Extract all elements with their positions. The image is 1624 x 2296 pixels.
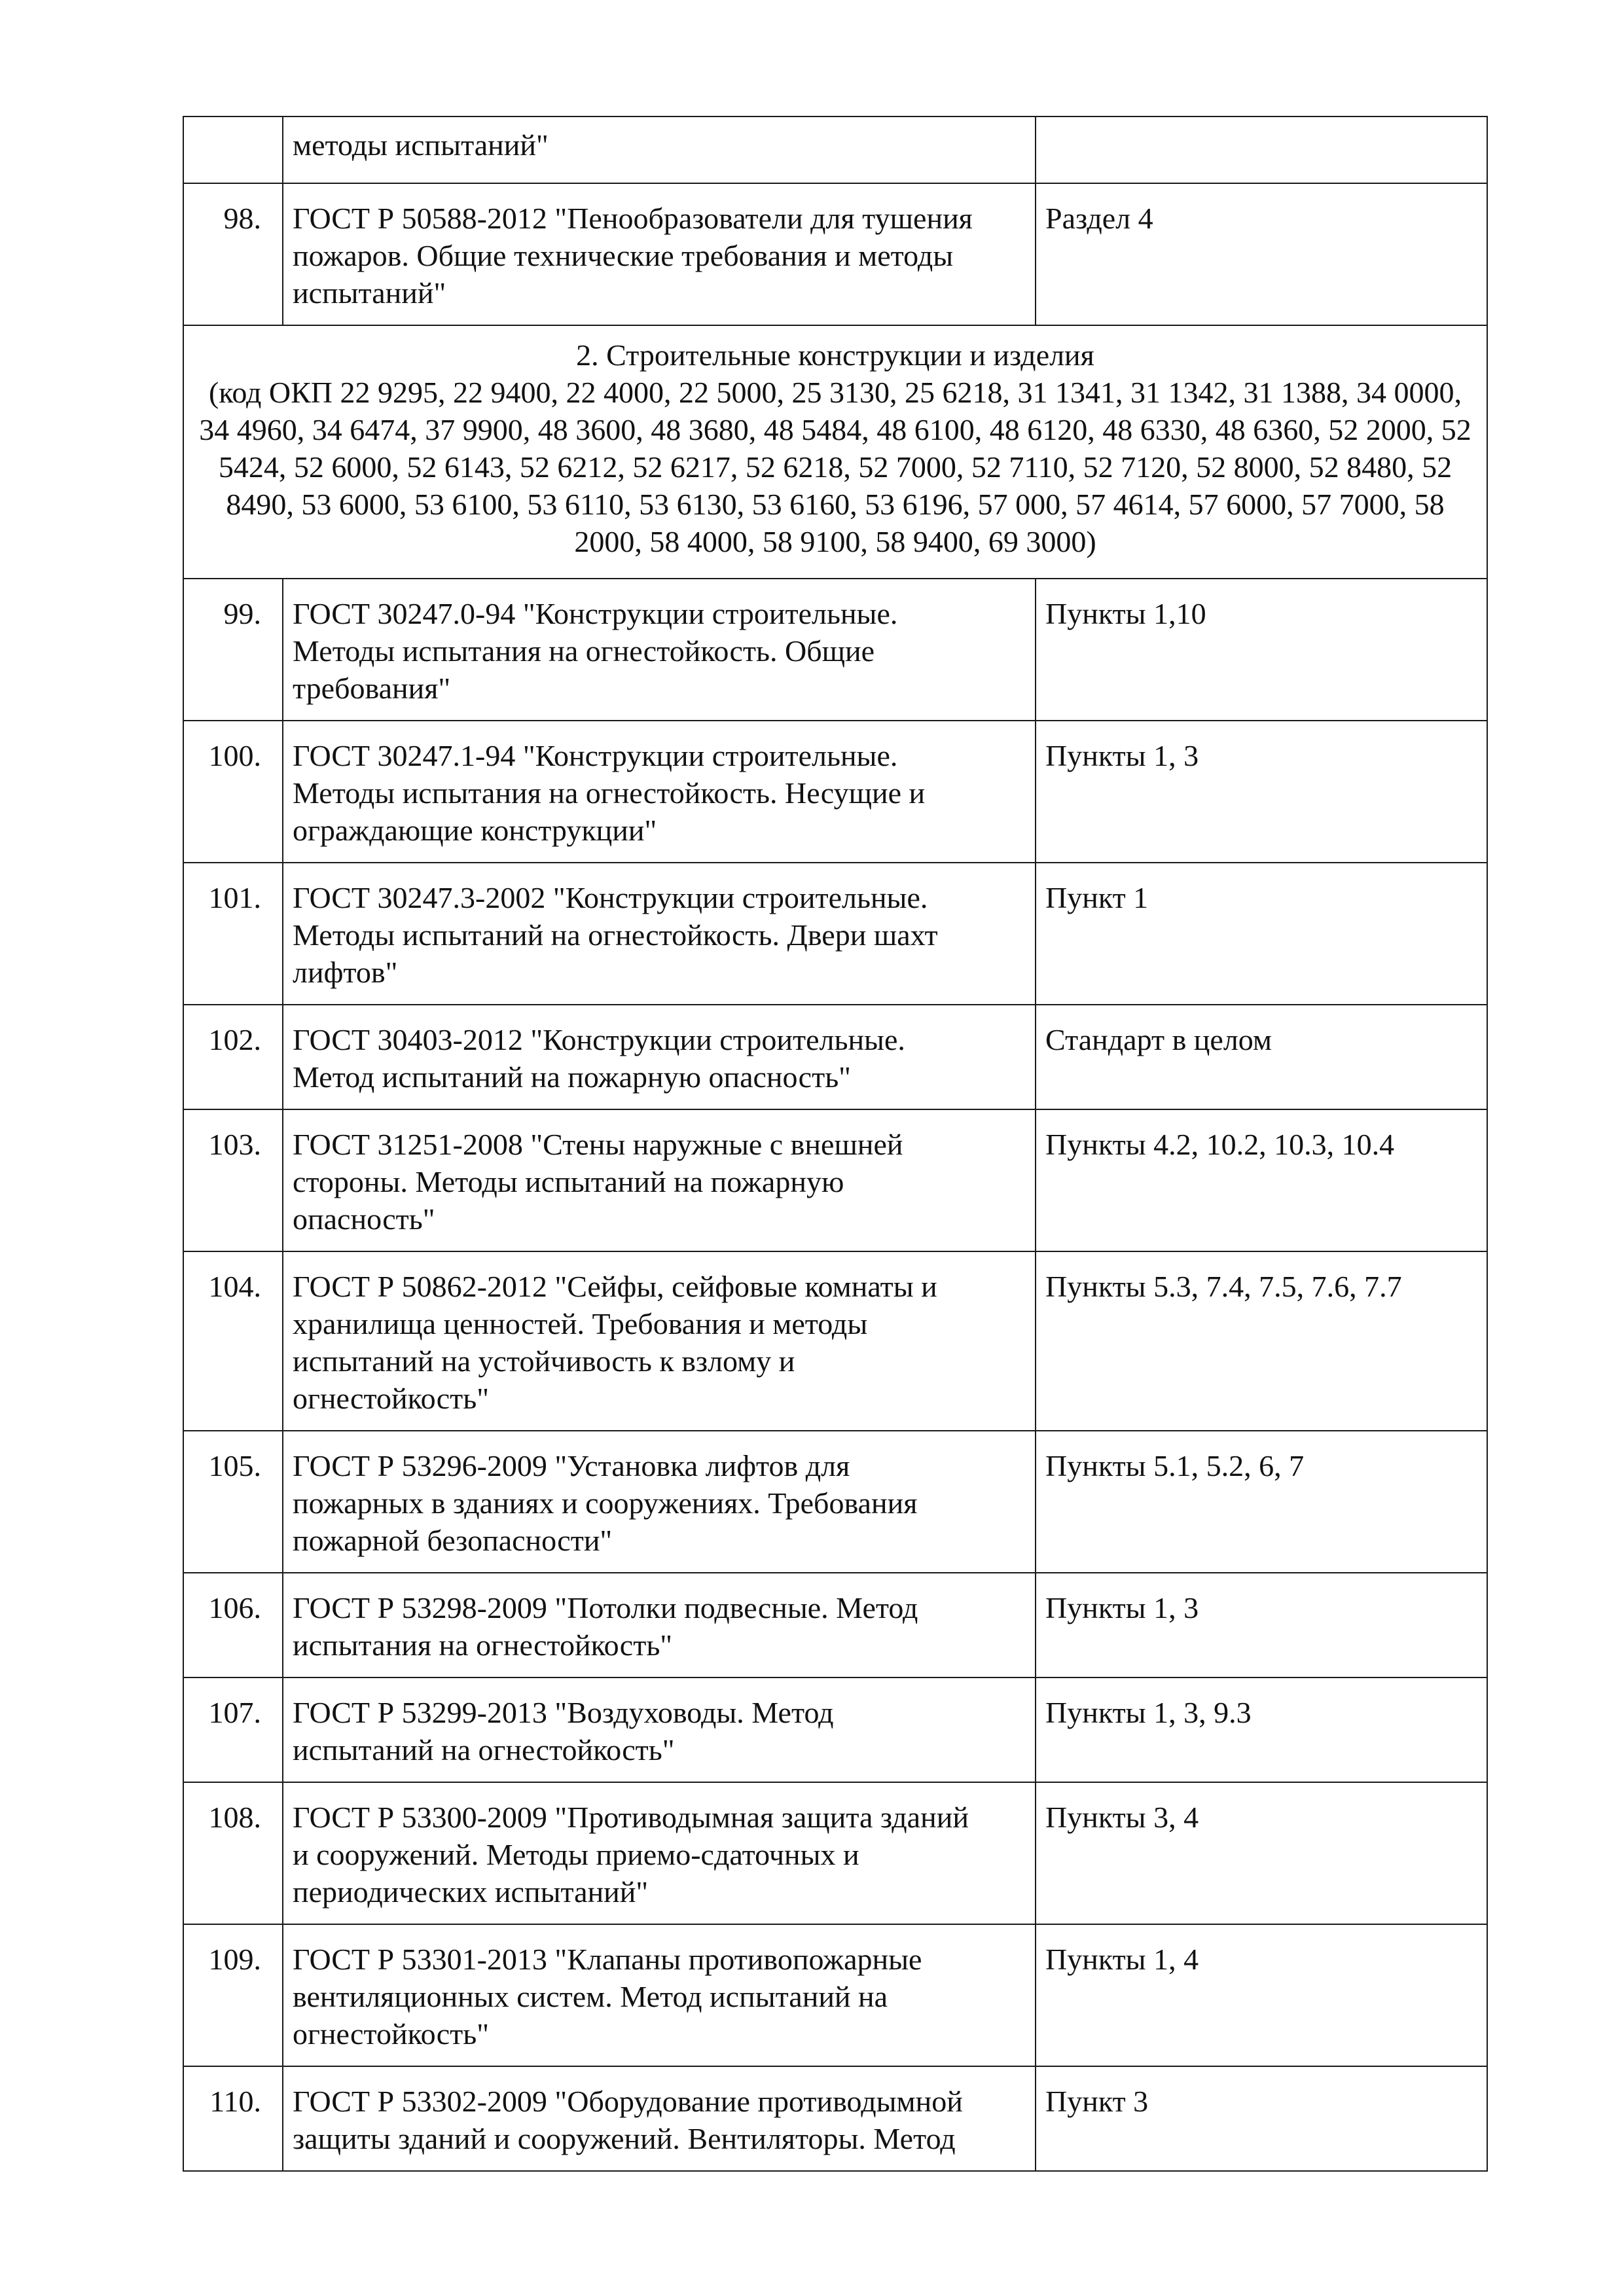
applicable-clauses: Раздел 4 <box>1036 183 1487 325</box>
table-row <box>183 1431 1487 1573</box>
section-header-row <box>183 325 1487 579</box>
table-row <box>183 1677 1487 1782</box>
table-row <box>183 721 1487 863</box>
table-row <box>183 1109 1487 1251</box>
applicable-clauses: Пункты 3, 4 <box>1036 1782 1487 1924</box>
row-number: 100. <box>183 721 283 863</box>
row-number: 107. <box>183 1677 283 1782</box>
table-row <box>183 1924 1487 2066</box>
section-title: 2. Строительные конструкции и изделия <box>576 338 1094 372</box>
standard-title: ГОСТ 30247.0-94 "Конструкции строительные. Методы испытания на огнестойкость. Общие требования" <box>283 579 1036 721</box>
row-number: 109. <box>183 1924 283 2066</box>
table-row <box>183 183 1487 325</box>
row-number: 99. <box>183 579 283 721</box>
standard-title: ГОСТ Р 53302-2009 "Оборудование противодымной защиты зданий и сооружений. Вентиляторы. Метод <box>283 2066 1036 2171</box>
applicable-clauses: Пункты 1, 3, 9.3 <box>1036 1677 1487 1782</box>
standard-title: ГОСТ Р 50588-2012 "Пенообразователи для тушения пожаров. Общие технические требования и методы испытаний" <box>283 183 1036 325</box>
standard-title: ГОСТ 30247.3-2002 "Конструкции строительные. Методы испытаний на огнестойкость. Двери шахт лифтов" <box>283 863 1036 1005</box>
applicable-clauses: Стандарт в целом <box>1036 1005 1487 1109</box>
row-number: 102. <box>183 1005 283 1109</box>
section-header <box>183 325 1487 579</box>
standard-title: ГОСТ Р 53300-2009 "Противодымная защита зданий и сооружений. Методы приемо-сдаточных и периодических испытаний" <box>283 1782 1036 1924</box>
standard-title: ГОСТ Р 53299-2013 "Воздуховоды. Метод испытаний на огнестойкость" <box>283 1677 1036 1782</box>
section-codes: (код ОКП 22 9295, 22 9400, 22 4000, 22 5000, 25 3130, 25 6218, 31 1341, 31 1342, 31 1388, 34 0000, 34 4960, 34 6474, 37 9900, 48 3600, 48 3680, 48 5484, 48 6100, 48 6120, 48 6330, 48 6360, 52 2000, 52 5424, 52 6000, 52 6143, 52 6212, 52 6217, 52 6218, 52 7000, 52 7110, 52 7120, 52 8000, 52 8480, 52 8490, 53 6000, 53 6100, 53 6110, 53 6130, 53 6160, 53 6196, 57 000, 57 4614, 57 6000, 57 7000, 58 2000, 58 4000, 58 9100, 58 9400, 69 3000) <box>199 376 1471 558</box>
applicable-clauses: Пункты 5.1, 5.2, 6, 7 <box>1036 1431 1487 1573</box>
row-number: 108. <box>183 1782 283 1924</box>
row-number: 105. <box>183 1431 283 1573</box>
table-row <box>183 117 1487 183</box>
table-row <box>183 1251 1487 1431</box>
standard-title: ГОСТ 31251-2008 "Стены наружные с внешней стороны. Методы испытаний на пожарную опасность" <box>283 1109 1036 1251</box>
table-row <box>183 863 1487 1005</box>
standards-table <box>183 116 1488 2172</box>
applicable-clauses: Пункт 1 <box>1036 863 1487 1005</box>
standard-title: ГОСТ Р 50862-2012 "Сейфы, сейфовые комнаты и хранилища ценностей. Требования и методы испытаний на устойчивость к взлому и огнестойкость" <box>283 1251 1036 1431</box>
standard-title: ГОСТ Р 53296-2009 "Установка лифтов для пожарных в зданиях и сооружениях. Требования пожарной безопасности" <box>283 1431 1036 1573</box>
standard-title: ГОСТ 30403-2012 "Конструкции строительные. Метод испытаний на пожарную опасность" <box>283 1005 1036 1109</box>
applicable-clauses: Пункты 1, 3 <box>1036 1573 1487 1677</box>
applicable-clauses <box>1036 117 1487 183</box>
table-row <box>183 1573 1487 1677</box>
applicable-clauses: Пункты 5.3, 7.4, 7.5, 7.6, 7.7 <box>1036 1251 1487 1431</box>
table-row <box>183 1782 1487 1924</box>
standard-title: ГОСТ Р 53298-2009 "Потолки подвесные. Метод испытания на огнестойкость" <box>283 1573 1036 1677</box>
row-number: 110. <box>183 2066 283 2171</box>
applicable-clauses: Пункты 4.2, 10.2, 10.3, 10.4 <box>1036 1109 1487 1251</box>
applicable-clauses: Пункты 1, 4 <box>1036 1924 1487 2066</box>
applicable-clauses: Пункты 1,10 <box>1036 579 1487 721</box>
applicable-clauses: Пункты 1, 3 <box>1036 721 1487 863</box>
standard-title: методы испытаний" <box>283 117 1036 183</box>
row-number: 106. <box>183 1573 283 1677</box>
table-row <box>183 2066 1487 2171</box>
row-number: 103. <box>183 1109 283 1251</box>
table-row <box>183 1005 1487 1109</box>
table-row <box>183 579 1487 721</box>
applicable-clauses: Пункт 3 <box>1036 2066 1487 2171</box>
row-number: 101. <box>183 863 283 1005</box>
row-number <box>183 117 283 183</box>
row-number: 104. <box>183 1251 283 1431</box>
row-number: 98. <box>183 183 283 325</box>
table-body <box>183 117 1487 2171</box>
standard-title: ГОСТ Р 53301-2013 "Клапаны противопожарные вентиляционных систем. Метод испытаний на огнестойкость" <box>283 1924 1036 2066</box>
standard-title: ГОСТ 30247.1-94 "Конструкции строительные. Методы испытания на огнестойкость. Несущие и ограждающие конструкции" <box>283 721 1036 863</box>
